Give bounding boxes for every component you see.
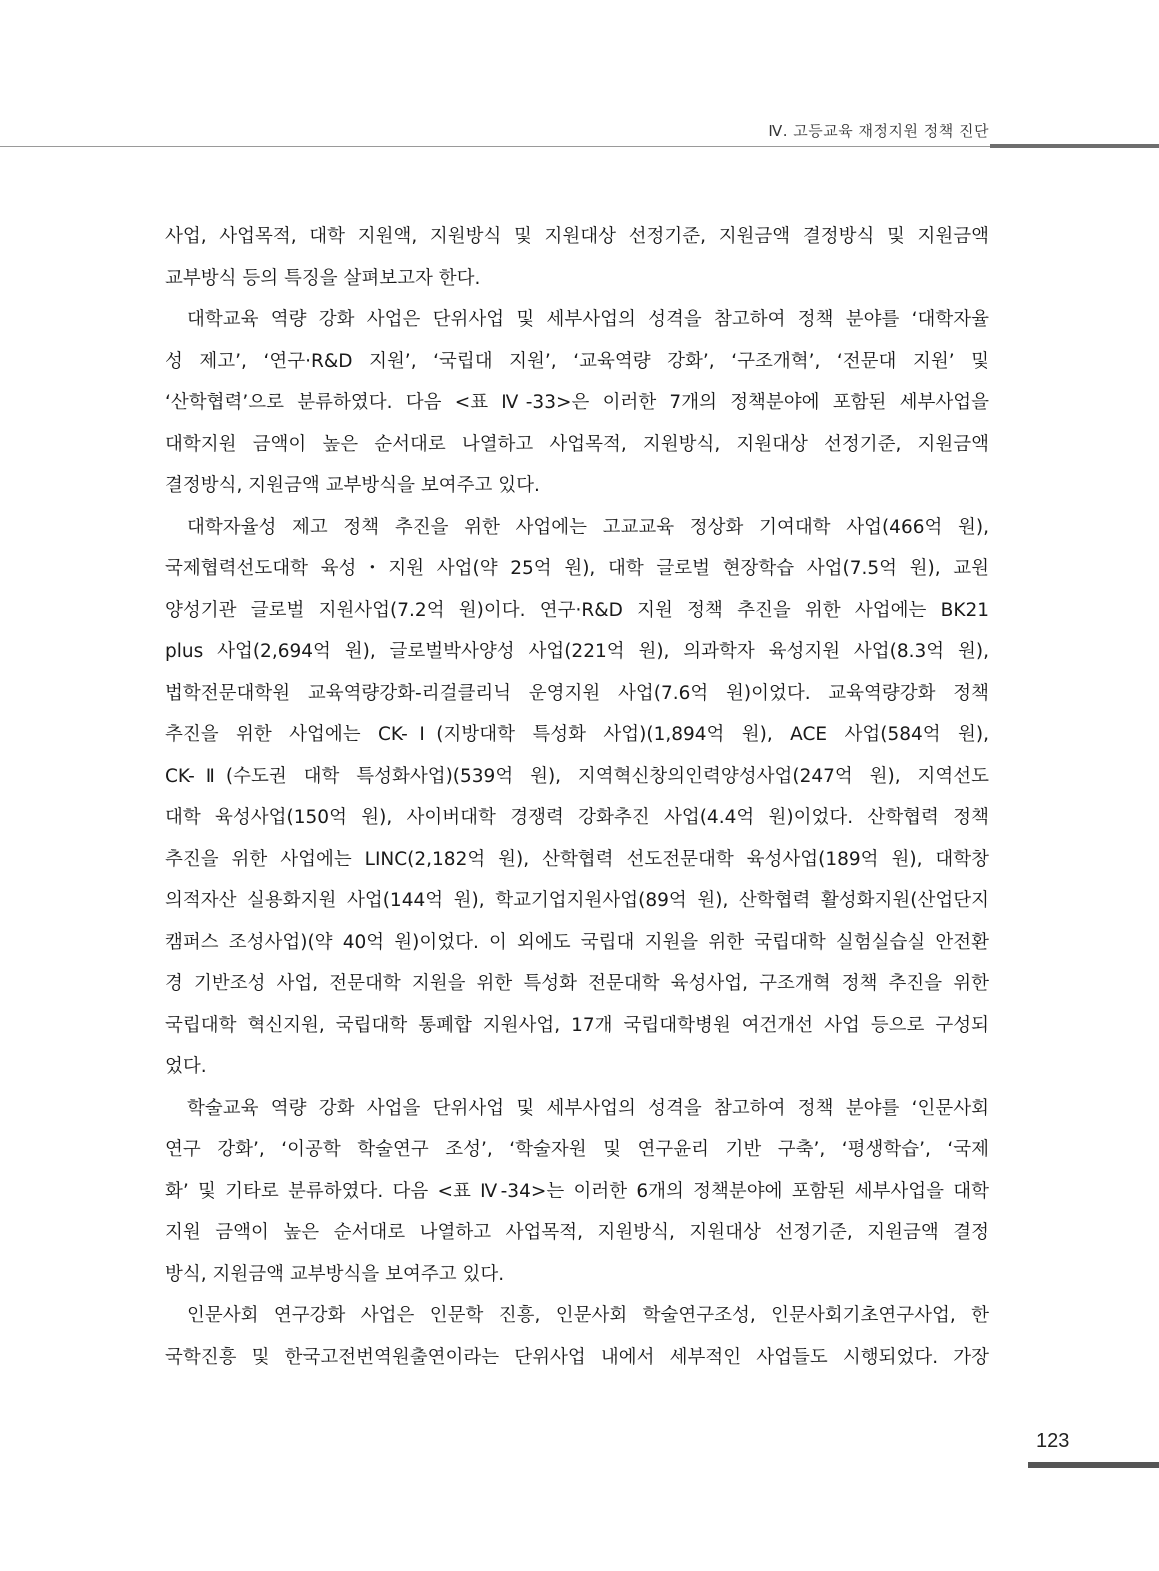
body-text: [165, 216, 989, 1378]
text-line: 대학자율성 제고 정책 추진을 위한 사업에는 고교교육 정상화 기여대학 사업(466억 원),: [187, 516, 989, 538]
footer-rule: [1028, 1462, 1159, 1468]
header-rule: [0, 146, 1159, 147]
text-line: CK-Ⅱ(수도권 대학 특성화사업)(539억 원), 지역혁신창의인력양성사업(247억 원), 지역선도: [165, 765, 989, 787]
text-line: 인문사회 연구강화 사업은 인문학 진흥, 인문사회 학술연구조성, 인문사회기초연구사업, 한: [187, 1305, 989, 1326]
text-line: 방식, 지원금액 교부방식을 보여주고 있다.: [165, 1263, 505, 1285]
text-line: 사업, 사업목적, 대학 지원액, 지원방식 및 지원대상 선정기준, 지원금액 결정방식 및 지원금액: [165, 226, 989, 247]
text-line: 캠퍼스 조성사업)(약 40억 원)이었다. 이 외에도 국립대 지원을 위한 국립대학 실험실습실 안전환: [165, 931, 989, 953]
text-line: 었다.: [165, 1056, 207, 1077]
text-line: 학술교육 역량 강화 사업을 단위사업 및 세부사업의 성격을 참고하여 정책 분야를 ‘인문사회: [187, 1097, 989, 1119]
text-line: 대학지원 금액이 높은 순서대로 나열하고 사업목적, 지원방식, 지원대상 선정기준, 지원금액: [165, 433, 989, 455]
text-line: 의적자산 실용화지원 사업(144억 원), 학교기업지원사업(89억 원), 산학협력 활성화지원(산업단지: [165, 890, 989, 911]
page-number: 123: [1036, 1430, 1070, 1452]
text-line: 연구 강화’, ‘이공학 학술연구 조성’, ‘학술자원 및 연구윤리 기반 구축’, ‘평생학습’, ‘국제: [165, 1139, 989, 1160]
text-line: 대학교육 역량 강화 사업은 단위사업 및 세부사업의 성격을 참고하여 정책 분야를 ‘대학자율: [187, 309, 989, 330]
text-line: 양성기관 글로벌 지원사업(7.2억 원)이다. 연구·R&D 지원 정책 추진을 위한 사업에는 BK21: [165, 599, 989, 621]
text-line: 추진을 위한 사업에는 CK-Ⅰ(지방대학 특성화 사업)(1,894억 원), ACE 사업(584억 원),: [165, 724, 989, 745]
text-line: plus 사업(2,694억 원), 글로벌박사양성 사업(221억 원), 의과학자 육성지원 사업(8.3억 원),: [165, 641, 989, 662]
header-rule-accent: [990, 144, 1159, 148]
text-line: 국학진흥 및 한국고전번역원출연이라는 단위사업 내에서 세부적인 사업들도 시행되었다. 가장: [165, 1346, 989, 1368]
text-line: 경 기반조성 사업, 전문대학 지원을 위한 특성화 전문대학 육성사업, 구조개혁 정책 추진을 위한: [165, 973, 989, 994]
text-line: ‘산학협력’으로 분류하였다. 다음 <표 Ⅳ-33>은 이러한 7개의 정책분야에 포함된 세부사업을: [165, 392, 989, 413]
text-line: 대학 육성사업(150억 원), 사이버대학 경쟁력 강화추진 사업(4.4억 원)이었다. 산학협력 정책: [165, 807, 989, 828]
text-line: 법학전문대학원 교육역량강화-리걸클리닉 운영지원 사업(7.6억 원)이었다. 교육역량강화 정책: [165, 682, 989, 704]
text-line: 국립대학 혁신지원, 국립대학 통폐합 지원사업, 17개 국립대학병원 여건개선 사업 등으로 구성되: [165, 1014, 989, 1036]
text-line: 성 제고’, ‘연구·R&D 지원’, ‘국립대 지원’, ‘교육역량 강화’, ‘구조개혁’, ‘전문대 지원’ 및: [165, 350, 989, 372]
text-line: 지원 금액이 높은 순서대로 나열하고 사업목적, 지원방식, 지원대상 선정기준, 지원금액 결정: [165, 1222, 989, 1243]
text-line: 교부방식 등의 특징을 살펴보고자 한다.: [165, 267, 481, 289]
text-line: 추진을 위한 사업에는 LINC(2,182억 원), 산학협력 선도전문대학 육성사업(189억 원), 대학창: [165, 848, 989, 870]
text-line: 화’ 및 기타로 분류하였다. 다음 <표 Ⅳ-34>는 이러한 6개의 정책분야에 포함된 세부사업을 대학: [165, 1180, 989, 1202]
text-line: 국제협력선도대학 육성・지원 사업(약 25억 원), 대학 글로벌 현장학습 사업(7.5억 원), 교원: [165, 558, 989, 579]
running-header: Ⅳ. 고등교육 재정지원 정책 진단: [768, 122, 989, 140]
text-line: 결정방식, 지원금액 교부방식을 보여주고 있다.: [165, 475, 540, 496]
